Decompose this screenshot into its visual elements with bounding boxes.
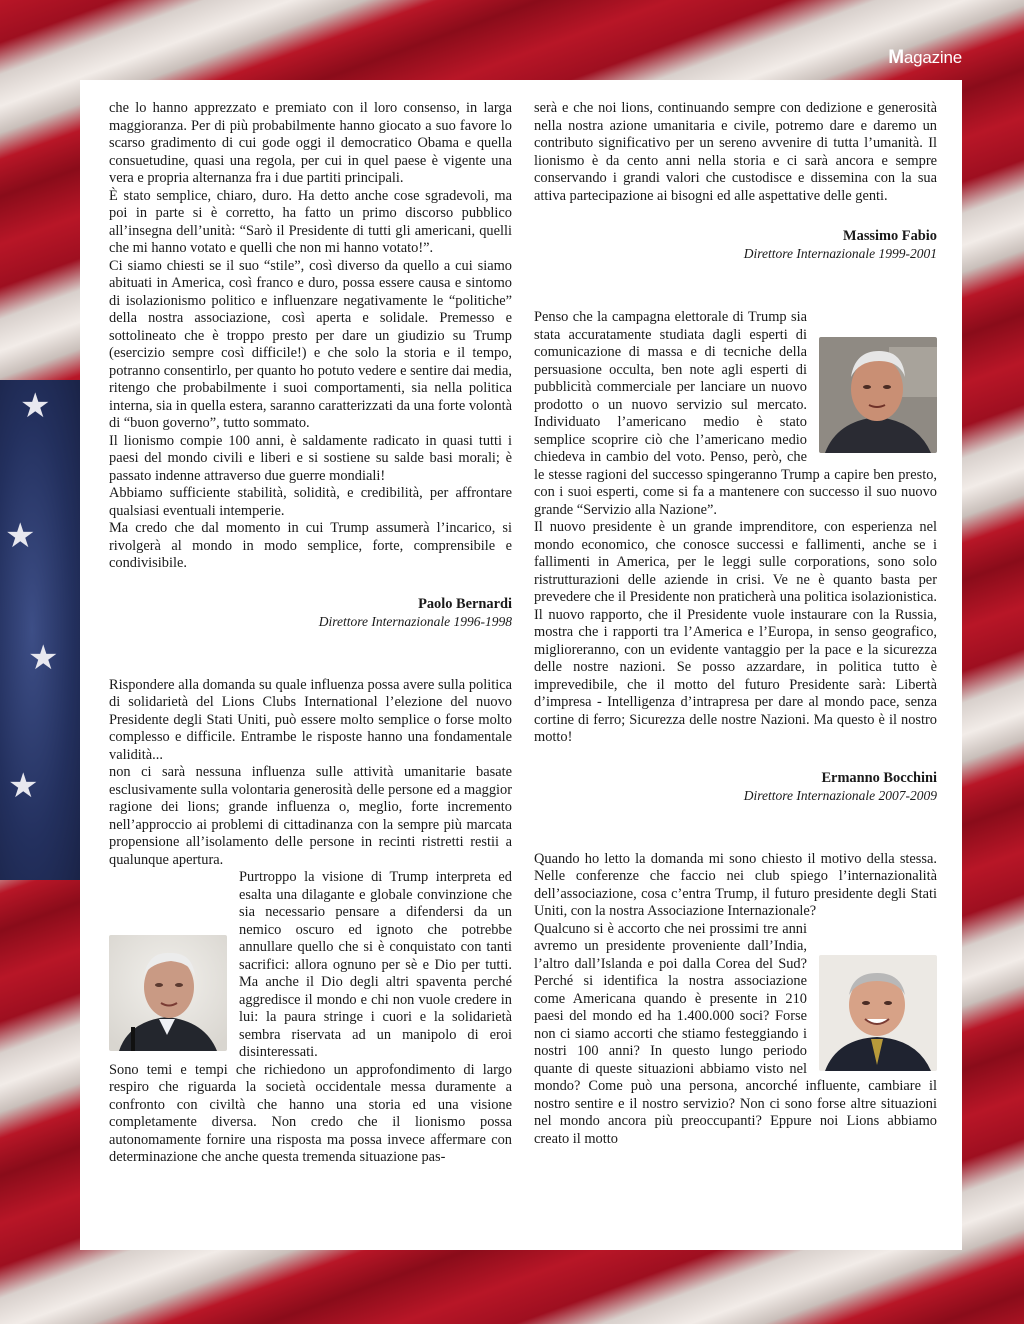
paragraph: È stato semplice, chiaro, duro. Ha detto anche cose sgradevoli, ma poi in parte si è corretto, ha fatto un primo discorso pubblico all’insegna dell’unità: “Sarò il Presidente di tutti gli americani, quelli che mi hanno votato e quelli che non mi hanno votato!”. <box>109 187 512 256</box>
signature-block <box>534 227 937 263</box>
portrait-icon <box>109 935 227 1051</box>
paragraph: non ci sarà nessuna influenza sulle attività umanitarie basate esclusivamente sulla volontaria generosità delle persone ed a maggior ragione dei lions; grande influenza o, meglio, forte incremento nell’approccio ai problemi di cittadinanza con la sempre più marcata propensione all’isolamento delle persone in recinti ristretti restii a qualunque apertura. <box>109 764 512 868</box>
star-icon: ★ <box>28 640 59 677</box>
paragraph: Ci siamo chiesti se il suo “stile”, così diverso da quello a cui siamo abituati in America, così franco e duro, possa essere causa e sintomo di isolazionismo politico e influenzare negativamente le “politiche” della nostra associazione, così aperta e solidale. Premesso e sottolineato che è troppo presto per dare un giudizio su Trump (esercizio sempre così difficile!) e che solo la storia e il tempo, potranno consentirlo, per quanto ho potuto vedere e sentire dai media, ritengo che probabilmente i suoi comportamenti, sia nella politica interna, sia in quella estera, saranno caratterizzati da una forte volontà di “buon governo”, tutto sommato. <box>109 257 512 431</box>
paragraph: Il lionismo compie 100 anni, è saldamente radicato in quasi tutti i paesi del mondo civili e liberi e si sostiene su salde basi morali; è passato indenne attraverso due guerre mondiali! <box>109 432 512 484</box>
paragraph: serà e che noi lions, continuando sempre con dedizione e generosità nella nostra azione umanitaria e civile, potremo dare e daremo un contributo significativo per un sereno avvenire di tutta l’umanità. Il lionismo è da cento anni nella storia e ci sarà ancora e sempre conservando i grandi valori che custodisce e dissemina con la sua attiva partecipazione ai bisogni ed alle aspettative delle genti. <box>534 100 937 204</box>
paragraph: Purtroppo la visione di Trump interpreta ed esalta una dilagante e globale convinzione che sia necessario pensare a difendersi da un nemico oscuro ed ignoto che potrebbe annullare quello che si è conquistato con tanti sacrifici: allora ognuno per sè e Dio per tutti. Ma anche il Dio degli altri spaventa perché aggredisce il mondo e chi non vuole credere in lui: la paura stringe i cuori e la solidarietà sembra riservata ad un manipolo di eroi disinteressati. <box>239 869 512 1060</box>
author-name: Paolo Bernardi <box>418 595 512 612</box>
author-name: Ermanno Bocchini <box>821 769 937 786</box>
author-photo-bocchini <box>819 955 937 1071</box>
author-role: Direttore Internazionale 1999-2001 <box>743 246 937 261</box>
paragraph: Sono temi e tempi che richiedono un approfondimento di largo respiro che riguarda la società occidentale messa duramente a confronto con civiltà che hanno una storia ed una visione completamente diversa. Non credo che il lionismo possa autonomamente fornire una risposta ma possa invece affermare con determinazione che anche questa tremenda situazione pas- <box>109 1061 512 1165</box>
star-icon: ★ <box>20 388 51 425</box>
paragraph: Abbiamo sufficiente stabilità, solidità, e credibilità, per affrontare qualsiasi eventuali intemperie. <box>109 485 512 519</box>
paragraph: che lo hanno apprezzato e premiato con il loro consenso, in larga maggioranza. Per di più probabilmente hanno giocato a suo favore lo scarso gradimento di cui gode oggi il democratico Obama e quella consuetudine, quasi una regola, per cui in quel paese è vigente una vera e propria alternanza fra i due partiti principali. <box>109 100 512 186</box>
portrait-icon <box>819 955 937 1071</box>
author-role: Direttore Internazionale 2007-2009 <box>743 787 937 803</box>
star-icon: ★ <box>8 768 39 805</box>
author-name: Massimo Fabio <box>843 228 937 244</box>
portrait-icon <box>819 337 937 453</box>
paragraph: Qualcuno si è accorto che nei prossimi tre anni avremo un presidente proveniente dall’India, l’altro dall’Islanda e poi dalla Corea del Sud? Perché si identifica la nostra associazione come Americana quando è presente in 210 paesi del mondo ed ha 1.400.000 soci? Forse non ci siamo accorti che stiamo festeggiando i nostri 100 anni? In questo lungo periodo quante di queste situazioni abbiamo visto nel mondo? Come può una persona, ancorché influente, cambiare il nostro sentire e il nostro servizio? Non ci sono forse altre situazioni nel mondo ancora più preoccupanti? Eppure noi Lions abbiamo creato il motto <box>534 920 937 1147</box>
masthead: Magazine <box>888 47 962 68</box>
paragraph: Rispondere alla domanda su quale influenza possa avere sulla politica di solidarietà del Lions Clubs International l’elezione del nuovo Presidente degli Stati Uniti, può essere molto semplice o forse molto complesso e difficile. Entrambe le risposte hanno una fondamentale validità... <box>109 676 512 763</box>
signature-block <box>534 769 937 805</box>
paragraph: Ma credo che dal momento in cui Trump assumerà l’incarico, si rivolgerà al mondo in modo semplice, forte, comprensibile e condivisibile. <box>109 520 512 571</box>
paragraph: Il nuovo presidente è un grande imprenditore, con esperienza nel mondo economico, che conosce successi e fallimenti, anche se i fallimenti in America, per le leggi sulle corporations, sono solo ristrutturazioni delle aziende in crisi. Ve ne è quanto basta per prevedere che il Presidente non praticherà una politica isolazionistica. Il nuovo rapporto, che il Presidente vuole instaurare con la Russia, mostra che i rapporti tra l’America e l’Europa, in senso geografico, miglioreranno, con un evidente vantaggio per la pace e la sicurezza delle nostre nazioni. Se posso azzardare, in politica tutto è imprevedibile, che il motto del futuro Presidente sarà: Libertà d’impresa - Intelligenza d’intrapresa per dare al mondo pace, senza cortine di ferro; Sicurezza delle nostre Nazioni. Ma questo è il nostro motto! <box>534 519 937 745</box>
signature-block <box>109 595 512 631</box>
right-column <box>534 100 937 1148</box>
paragraph: Quando ho letto la domanda mi sono chiesto il motivo della stessa. Nelle conferenze che faccio nei club spiego l’internazionalità dell’associazione, cosa c’entra Trump, il futuro presidente degli Stati Uniti, con la nostra Associazione Internazionale? <box>534 850 937 919</box>
author-photo-fabio <box>819 337 937 453</box>
flag-canton <box>0 380 80 880</box>
star-icon: ★ <box>5 518 36 555</box>
left-column <box>109 100 512 1167</box>
author-role: Direttore Internazionale 1996-1998 <box>318 613 512 629</box>
article-panel <box>80 80 962 1250</box>
author-photo-bernardi <box>109 935 227 1051</box>
paragraph: Penso che la campagna elettorale di Trump sia stata accuratamente studiata dagli esperti di comunicazione di massa e di tecniche della persuasione occulta, ben note agli esperti di pubblicità commerciale per lanciare un nuovo prodotto o un nuovo servizio sul mercato. Individuato l’americano medio è stato semplice scoprire ciò che l’americano medio chiedeva in cambio del voto. Penso, però, che le stesse ragioni del successo spingeranno Trump a capire ben presto, con i suoi esperti, come si fa a mantenere con successo il suo nuovo grande “Servizio alla Nazione”. <box>534 309 937 518</box>
